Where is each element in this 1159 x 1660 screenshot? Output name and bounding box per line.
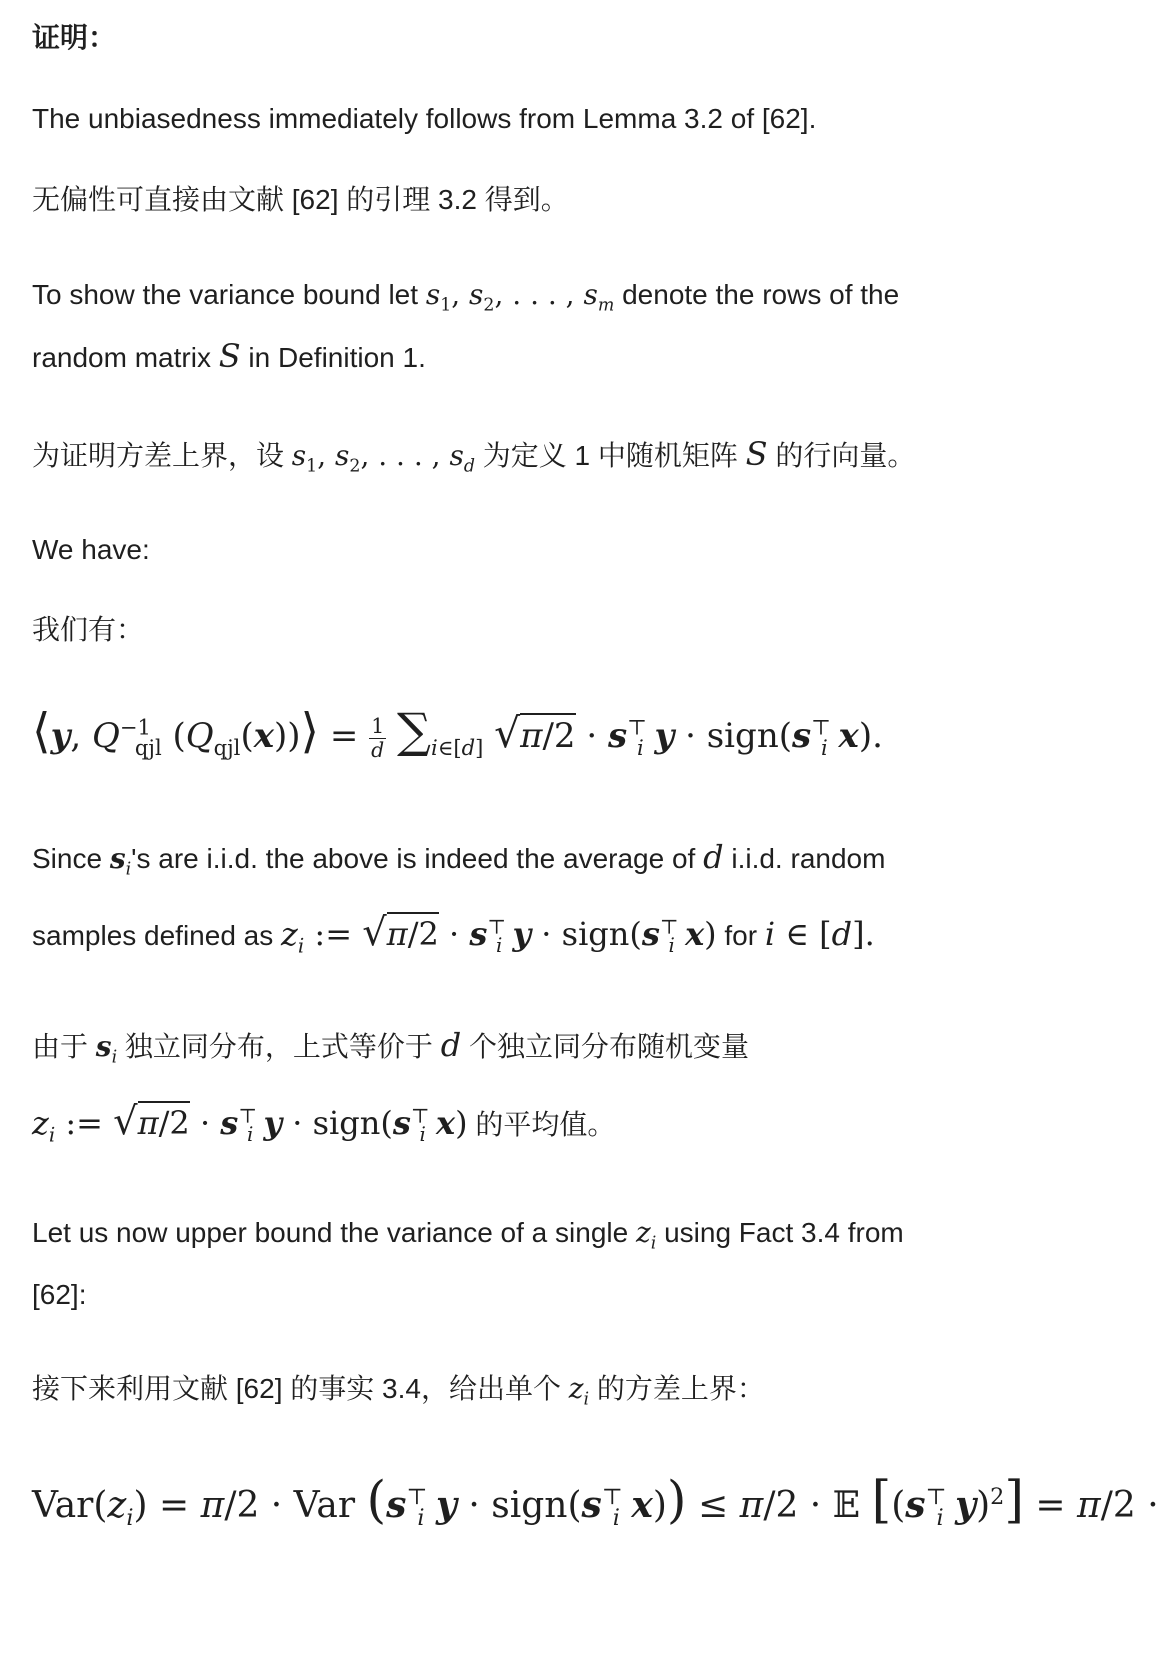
text-fragment: samples defined as xyxy=(32,920,274,951)
text-fragment: random matrix xyxy=(32,342,211,373)
text-fragment: Since xyxy=(32,843,103,874)
math-s-i: $s_i$ xyxy=(95,1030,118,1068)
math-i-in-d: i ∈ [d]. xyxy=(764,915,875,953)
paragraph-unbiasedness-zh: 无偏性可直接由文献 [62] 的引理 3.2 得到。 xyxy=(32,184,569,215)
text-fragment: 's are i.i.d. the above is indeed the average of xyxy=(131,843,696,874)
math-d: d xyxy=(703,838,724,876)
text-fragment: Let us now upper bound the variance of a single xyxy=(32,1217,629,1248)
text-fragment: 独立同分布，上式等价于 xyxy=(124,1031,433,1062)
paragraph-variance-en-line1 xyxy=(32,275,899,315)
math-matrix-S: S xyxy=(745,435,768,473)
text-fragment: 的行向量。 xyxy=(775,440,916,471)
math-s-i: $s_i$ xyxy=(109,842,132,880)
text-fragment: 为证明方差上界，设 xyxy=(32,440,285,471)
equation-inner-product: ⟨y, $Q^{-1}_{qjl}$ $(Q_{qjl}(x))⟩$ = $\frac{1}{d}$ $\sum_{i\in[d]}$ $√\pi/2 \cdot s^⊤_i$ $y \cdot sign(s^⊤_i$ x). xyxy=(32,704,883,762)
proof-heading: 证明： xyxy=(32,22,117,53)
math-d: d xyxy=(440,1026,462,1064)
text-fragment: To show the variance bound let xyxy=(32,279,419,310)
text-fragment: using Fact 3.4 from xyxy=(664,1217,904,1248)
math-rows-s1-sm: $s_1$, $s_2$, . . . , $s_m$ xyxy=(425,278,615,316)
text-fragment: 的方差上界： xyxy=(596,1373,765,1404)
text-fragment: in Definition 1. xyxy=(248,342,426,373)
paragraph-variance-single-en-line1 xyxy=(32,1213,904,1253)
math-z-i: $z_i$ xyxy=(635,1216,657,1254)
math-z-definition: $z_i$ := $√\pi/2 \cdot s^⊤_i$ $y \cdot sign(s^⊤_i$ x) xyxy=(32,1099,468,1147)
text-fragment: 个独立同分布随机变量 xyxy=(468,1031,749,1062)
text-fragment: 的平均值。 xyxy=(475,1109,616,1140)
math-z-definition: $z_i$ := $√\pi/2 \cdot s^⊤_i$ $y \cdot sign(s^⊤_i$ x) xyxy=(281,910,717,958)
paragraph-variance-single-zh xyxy=(32,1369,765,1409)
paragraph-we-have-en: We have: xyxy=(32,534,150,565)
equation-variance-bound: $Var(z_i) = \pi/2$ · Var ($s^⊤_i$ $y \cdot sign(s^⊤_i$ x)) ≤ π/2 · 𝔼 [($s^⊤_i$ y)$^2$] = π/2 · xyxy=(32,1470,1159,1532)
math-matrix-S: S xyxy=(218,337,241,375)
text-fragment: 由于 xyxy=(32,1031,89,1062)
paragraph-iid-en-line1 xyxy=(32,837,885,879)
text-fragment: denote the rows of the xyxy=(622,279,900,310)
text-fragment: 为定义 1 中随机矩阵 xyxy=(482,440,738,471)
paragraph-iid-zh-line1 xyxy=(32,1025,749,1067)
math-rows-s1-sd: $s_1$, $s_2$, . . . , $s_d$ xyxy=(291,439,475,477)
math-z-i: $z_i$ xyxy=(568,1372,590,1410)
text-fragment: 接下来利用文献 [62] 的事实 3.4，给出单个 xyxy=(32,1373,561,1404)
paragraph-variance-single-en-line2: [62]: xyxy=(32,1279,87,1310)
paragraph-iid-en-line2 xyxy=(32,910,875,958)
paragraph-iid-zh-line2 xyxy=(32,1099,616,1147)
paragraph-variance-zh xyxy=(32,434,915,476)
text-fragment: for xyxy=(724,920,758,951)
paragraph-variance-en-line2 xyxy=(32,336,426,378)
text-fragment: i.i.d. random xyxy=(731,843,886,874)
paragraph-we-have-zh: 我们有： xyxy=(32,614,145,645)
paragraph-unbiasedness-en: The unbiasedness immediately follows from Lemma 3.2 of [62]. xyxy=(32,103,817,134)
